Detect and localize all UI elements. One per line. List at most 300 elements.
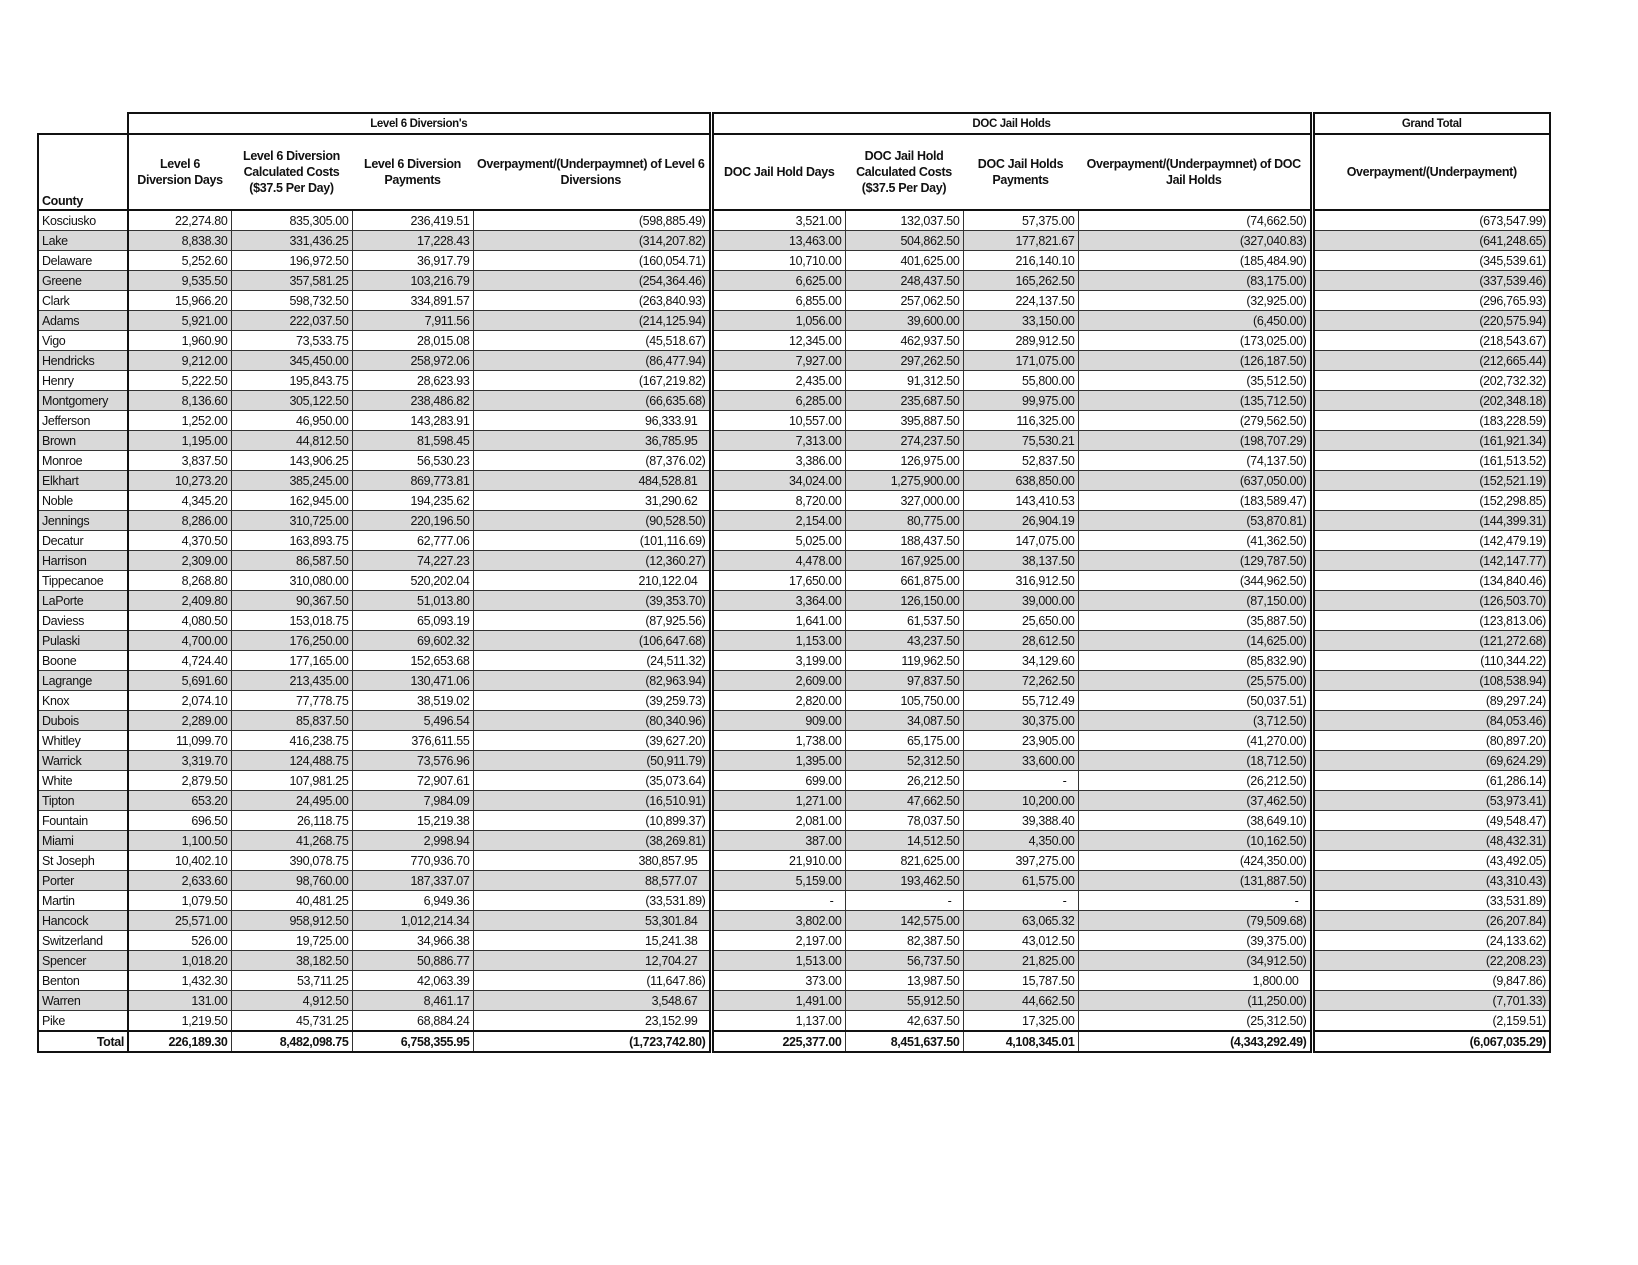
cell-l6-overpayment: (39,259.73) <box>473 691 711 711</box>
table-row <box>38 451 1550 471</box>
cell-l6-overpayment: (254,364.46) <box>473 271 711 291</box>
table-row <box>38 311 1550 331</box>
cell-l6-days: 5,691.60 <box>128 671 231 691</box>
cell-doc-payments: 33,600.00 <box>963 751 1078 771</box>
table-row <box>38 331 1550 351</box>
cell-doc-costs: 43,237.50 <box>845 631 963 651</box>
cell-doc-payments: 61,575.00 <box>963 871 1078 891</box>
cell-l6-overpayment: 31,290.62 <box>473 491 711 511</box>
cell-doc-costs: 462,937.50 <box>845 331 963 351</box>
cell-doc-payments: 63,065.32 <box>963 911 1078 931</box>
cell-doc-payments: 55,712.49 <box>963 691 1078 711</box>
cell-l6-days: 3,837.50 <box>128 451 231 471</box>
table-row <box>38 691 1550 711</box>
cell-l6-days: 1,960.90 <box>128 331 231 351</box>
cell-grand-overpayment: (110,344.22) <box>1312 651 1550 671</box>
cell-l6-days: 2,633.60 <box>128 871 231 891</box>
cell-grand-overpayment: (6,067,035.29) <box>1312 1031 1550 1052</box>
cell-county: Whitley <box>38 731 128 751</box>
cell-doc-payments: 44,662.50 <box>963 991 1078 1011</box>
cell-grand-overpayment: (212,665.44) <box>1312 351 1550 371</box>
cell-l6-days: 4,370.50 <box>128 531 231 551</box>
cell-doc-overpayment: (32,925.00) <box>1078 291 1312 311</box>
cell-l6-costs: 19,725.00 <box>231 931 352 951</box>
cell-l6-payments: 56,530.23 <box>352 451 473 471</box>
cell-doc-days: 5,159.00 <box>711 871 845 891</box>
cell-doc-days: 373.00 <box>711 971 845 991</box>
cell-county: Jennings <box>38 511 128 531</box>
cell-l6-costs: 26,118.75 <box>231 811 352 831</box>
col-header-l6-payments: Level 6 Diversion Payments <box>352 134 473 210</box>
cell-l6-costs: 86,587.50 <box>231 551 352 571</box>
cell-l6-overpayment: (35,073.64) <box>473 771 711 791</box>
cell-l6-overpayment: (106,647.68) <box>473 631 711 651</box>
cell-l6-overpayment: 12,704.27 <box>473 951 711 971</box>
cell-doc-payments: 397,275.00 <box>963 851 1078 871</box>
cell-doc-payments: 26,904.19 <box>963 511 1078 531</box>
cell-l6-days: 696.50 <box>128 811 231 831</box>
cell-l6-costs: 835,305.00 <box>231 210 352 231</box>
cell-l6-days: 526.00 <box>128 931 231 951</box>
cell-doc-overpayment: (38,649.10) <box>1078 811 1312 831</box>
cell-l6-days: 4,080.50 <box>128 611 231 631</box>
cell-doc-overpayment: (129,787.50) <box>1078 551 1312 571</box>
table-row <box>38 491 1550 511</box>
cell-doc-costs: 1,275,900.00 <box>845 471 963 491</box>
cell-doc-payments: 28,612.50 <box>963 631 1078 651</box>
cell-grand-overpayment: (9,847.86) <box>1312 971 1550 991</box>
table-row <box>38 411 1550 431</box>
cell-doc-payments: 171,075.00 <box>963 351 1078 371</box>
cell-l6-payments: 152,653.68 <box>352 651 473 671</box>
cell-doc-days: 1,641.00 <box>711 611 845 631</box>
cell-grand-overpayment: (123,813.06) <box>1312 611 1550 631</box>
cell-doc-days: 6,625.00 <box>711 271 845 291</box>
cell-l6-overpayment: 88,577.07 <box>473 871 711 891</box>
cell-doc-costs: 188,437.50 <box>845 531 963 551</box>
cell-doc-days: 7,927.00 <box>711 351 845 371</box>
cell-doc-costs: 56,737.50 <box>845 951 963 971</box>
cell-l6-costs: 331,436.25 <box>231 231 352 251</box>
cell-l6-overpayment: 484,528.81 <box>473 471 711 491</box>
cell-county: LaPorte <box>38 591 128 611</box>
cell-doc-payments: 4,108,345.01 <box>963 1031 1078 1052</box>
cell-doc-payments: 143,410.53 <box>963 491 1078 511</box>
cell-doc-overpayment: (11,250.00) <box>1078 991 1312 1011</box>
cell-l6-payments: 238,486.82 <box>352 391 473 411</box>
cell-l6-overpayment: 53,301.84 <box>473 911 711 931</box>
cell-doc-days: 1,137.00 <box>711 1011 845 1032</box>
cell-grand-overpayment: (673,547.99) <box>1312 210 1550 231</box>
cell-l6-overpayment: (314,207.82) <box>473 231 711 251</box>
cell-l6-costs: 213,435.00 <box>231 671 352 691</box>
cell-doc-overpayment: (41,270.00) <box>1078 731 1312 751</box>
table-row <box>38 571 1550 591</box>
cell-l6-payments: 7,984.09 <box>352 791 473 811</box>
cell-doc-days: 2,820.00 <box>711 691 845 711</box>
cell-l6-days: 9,535.50 <box>128 271 231 291</box>
cell-county: Pike <box>38 1011 128 1032</box>
cell-county: Elkhart <box>38 471 128 491</box>
table-row <box>38 431 1550 451</box>
cell-doc-costs: 39,600.00 <box>845 311 963 331</box>
col-header-l6-days: Level 6 Diversion Days <box>128 134 231 210</box>
cell-doc-payments: 33,150.00 <box>963 311 1078 331</box>
cell-grand-overpayment: (641,248.65) <box>1312 231 1550 251</box>
cell-l6-overpayment: (24,511.32) <box>473 651 711 671</box>
cell-l6-costs: 40,481.25 <box>231 891 352 911</box>
cell-doc-payments: 72,262.50 <box>963 671 1078 691</box>
cell-doc-costs: 395,887.50 <box>845 411 963 431</box>
cell-doc-overpayment: (35,512.50) <box>1078 371 1312 391</box>
table-body <box>38 210 1550 1052</box>
cell-l6-days: 4,724.40 <box>128 651 231 671</box>
cell-grand-overpayment: (337,539.46) <box>1312 271 1550 291</box>
cell-county: Tipton <box>38 791 128 811</box>
cell-l6-days: 9,212.00 <box>128 351 231 371</box>
cell-doc-days: 3,199.00 <box>711 651 845 671</box>
cell-doc-days: 1,738.00 <box>711 731 845 751</box>
cell-doc-payments: 289,912.50 <box>963 331 1078 351</box>
cell-doc-overpayment: (126,187.50) <box>1078 351 1312 371</box>
cell-doc-payments: 17,325.00 <box>963 1011 1078 1032</box>
cell-l6-payments: 69,602.32 <box>352 631 473 651</box>
cell-l6-costs: 357,581.25 <box>231 271 352 291</box>
cell-doc-overpayment: (26,212.50) <box>1078 771 1312 791</box>
cell-doc-overpayment: (50,037.51) <box>1078 691 1312 711</box>
cell-county: Monroe <box>38 451 128 471</box>
cell-l6-payments: 73,576.96 <box>352 751 473 771</box>
cell-grand-overpayment: (202,732.32) <box>1312 371 1550 391</box>
cell-county: Noble <box>38 491 128 511</box>
table-row <box>38 891 1550 911</box>
cell-l6-costs: 305,122.50 <box>231 391 352 411</box>
cell-doc-payments: 30,375.00 <box>963 711 1078 731</box>
cell-l6-payments: 51,013.80 <box>352 591 473 611</box>
cell-l6-costs: 24,495.00 <box>231 791 352 811</box>
cell-l6-payments: 15,219.38 <box>352 811 473 831</box>
cell-doc-overpayment: - <box>1078 891 1312 911</box>
cell-l6-payments: 81,598.45 <box>352 431 473 451</box>
cell-grand-overpayment: (108,538.94) <box>1312 671 1550 691</box>
table-row <box>38 251 1550 271</box>
cell-l6-days: 8,136.60 <box>128 391 231 411</box>
cell-l6-payments: 6,758,355.95 <box>352 1031 473 1052</box>
cell-l6-payments: 42,063.39 <box>352 971 473 991</box>
cell-doc-costs: 167,925.00 <box>845 551 963 571</box>
cell-county: Knox <box>38 691 128 711</box>
table-row <box>38 371 1550 391</box>
cell-doc-overpayment: (53,870.81) <box>1078 511 1312 531</box>
cell-doc-costs: 65,175.00 <box>845 731 963 751</box>
cell-l6-overpayment: (11,647.86) <box>473 971 711 991</box>
cell-doc-payments: 43,012.50 <box>963 931 1078 951</box>
cell-doc-costs: 297,262.50 <box>845 351 963 371</box>
cell-county: St Joseph <box>38 851 128 871</box>
cell-l6-costs: 46,950.00 <box>231 411 352 431</box>
table-row <box>38 751 1550 771</box>
table-row <box>38 671 1550 691</box>
cell-county: Lagrange <box>38 671 128 691</box>
cell-doc-days: 1,513.00 <box>711 951 845 971</box>
cell-l6-costs: 45,731.25 <box>231 1011 352 1032</box>
cell-l6-payments: 28,015.08 <box>352 331 473 351</box>
cell-l6-payments: 143,283.91 <box>352 411 473 431</box>
table-row <box>38 791 1550 811</box>
cell-l6-payments: 62,777.06 <box>352 531 473 551</box>
cell-county: Dubois <box>38 711 128 731</box>
cell-l6-days: 1,100.50 <box>128 831 231 851</box>
cell-l6-payments: 72,907.61 <box>352 771 473 791</box>
cell-l6-days: 8,286.00 <box>128 511 231 531</box>
cell-county: White <box>38 771 128 791</box>
cell-doc-days: 2,609.00 <box>711 671 845 691</box>
cell-grand-overpayment: (43,492.05) <box>1312 851 1550 871</box>
cell-doc-payments: 15,787.50 <box>963 971 1078 991</box>
cell-doc-overpayment: (327,040.83) <box>1078 231 1312 251</box>
cell-county: Hancock <box>38 911 128 931</box>
cell-doc-overpayment: (85,832.90) <box>1078 651 1312 671</box>
cell-doc-payments: 55,800.00 <box>963 371 1078 391</box>
cell-doc-payments: 34,129.60 <box>963 651 1078 671</box>
cell-county: Decatur <box>38 531 128 551</box>
cell-grand-overpayment: (142,479.19) <box>1312 531 1550 551</box>
cell-doc-days: 909.00 <box>711 711 845 731</box>
table-row <box>38 811 1550 831</box>
cell-doc-costs: 78,037.50 <box>845 811 963 831</box>
table-row <box>38 971 1550 991</box>
cell-l6-overpayment: (598,885.49) <box>473 210 711 231</box>
cell-l6-payments: 236,419.51 <box>352 210 473 231</box>
cell-l6-payments: 2,998.94 <box>352 831 473 851</box>
table-row <box>38 291 1550 311</box>
cell-l6-overpayment: (16,510.91) <box>473 791 711 811</box>
cell-doc-overpayment: (279,562.50) <box>1078 411 1312 431</box>
col-header-l6-costs: Level 6 Diversion Calculated Costs ($37.5 Per Day) <box>231 134 352 210</box>
cell-county: Clark <box>38 291 128 311</box>
table-row <box>38 771 1550 791</box>
cell-l6-days: 2,289.00 <box>128 711 231 731</box>
cell-county: Martin <box>38 891 128 911</box>
table-row <box>38 611 1550 631</box>
cell-doc-payments: 316,912.50 <box>963 571 1078 591</box>
cell-l6-days: 8,268.80 <box>128 571 231 591</box>
group-header-grand-total: Grand Total <box>1312 113 1550 134</box>
table-row <box>38 931 1550 951</box>
cell-doc-costs: 61,537.50 <box>845 611 963 631</box>
cell-grand-overpayment: (53,973.41) <box>1312 791 1550 811</box>
cell-l6-costs: 162,945.00 <box>231 491 352 511</box>
col-header-doc-costs: DOC Jail Hold Calculated Costs ($37.5 Per Day) <box>845 134 963 210</box>
cell-l6-days: 1,079.50 <box>128 891 231 911</box>
cell-l6-costs: 310,725.00 <box>231 511 352 531</box>
cell-l6-payments: 34,966.38 <box>352 931 473 951</box>
cell-l6-days: 2,409.80 <box>128 591 231 611</box>
cell-doc-days: 3,386.00 <box>711 451 845 471</box>
cell-l6-overpayment: (87,925.56) <box>473 611 711 631</box>
cell-doc-overpayment: (14,625.00) <box>1078 631 1312 651</box>
cell-l6-overpayment: (1,723,742.80) <box>473 1031 711 1052</box>
cell-l6-costs: 85,837.50 <box>231 711 352 731</box>
cell-l6-overpayment: (33,531.89) <box>473 891 711 911</box>
cell-l6-costs: 8,482,098.75 <box>231 1031 352 1052</box>
cell-doc-costs: 82,387.50 <box>845 931 963 951</box>
cell-county: Benton <box>38 971 128 991</box>
cell-doc-overpayment: (41,362.50) <box>1078 531 1312 551</box>
cell-county: Delaware <box>38 251 128 271</box>
cell-l6-days: 2,879.50 <box>128 771 231 791</box>
cell-l6-payments: 74,227.23 <box>352 551 473 571</box>
cell-l6-costs: 98,760.00 <box>231 871 352 891</box>
cell-doc-payments: 165,262.50 <box>963 271 1078 291</box>
cell-doc-payments: 4,350.00 <box>963 831 1078 851</box>
cell-l6-days: 8,838.30 <box>128 231 231 251</box>
cell-l6-overpayment: (66,635.68) <box>473 391 711 411</box>
table-row <box>38 591 1550 611</box>
cell-l6-costs: 153,018.75 <box>231 611 352 631</box>
cell-doc-days: - <box>711 891 845 911</box>
cell-doc-costs: 42,637.50 <box>845 1011 963 1032</box>
cell-l6-payments: 103,216.79 <box>352 271 473 291</box>
cell-doc-overpayment: (87,150.00) <box>1078 591 1312 611</box>
cell-doc-costs: 47,662.50 <box>845 791 963 811</box>
cell-doc-costs: 52,312.50 <box>845 751 963 771</box>
col-header-grand-overpayment: Overpayment/(Underpayment) <box>1312 134 1550 210</box>
cell-doc-payments: 21,825.00 <box>963 951 1078 971</box>
cell-l6-days: 653.20 <box>128 791 231 811</box>
cell-doc-days: 4,478.00 <box>711 551 845 571</box>
cell-doc-payments: 39,388.40 <box>963 811 1078 831</box>
cell-county: Henry <box>38 371 128 391</box>
cell-county: Harrison <box>38 551 128 571</box>
group-header-doc: DOC Jail Holds <box>711 113 1312 134</box>
cell-l6-overpayment: (86,477.94) <box>473 351 711 371</box>
cell-doc-costs: 80,775.00 <box>845 511 963 531</box>
cell-doc-costs: 126,975.00 <box>845 451 963 471</box>
cell-l6-costs: 143,906.25 <box>231 451 352 471</box>
cell-l6-overpayment: (39,353.70) <box>473 591 711 611</box>
cell-l6-payments: 770,936.70 <box>352 851 473 871</box>
cell-l6-overpayment: (214,125.94) <box>473 311 711 331</box>
cell-l6-days: 1,219.50 <box>128 1011 231 1032</box>
cell-l6-days: 1,195.00 <box>128 431 231 451</box>
cell-doc-days: 10,557.00 <box>711 411 845 431</box>
cell-doc-days: 3,802.00 <box>711 911 845 931</box>
cell-doc-days: 1,491.00 <box>711 991 845 1011</box>
cell-grand-overpayment: (152,521.19) <box>1312 471 1550 491</box>
cell-county: Jefferson <box>38 411 128 431</box>
cell-county: Total <box>38 1031 128 1052</box>
cell-l6-overpayment: (39,627.20) <box>473 731 711 751</box>
cell-grand-overpayment: (43,310.43) <box>1312 871 1550 891</box>
cell-grand-overpayment: (33,531.89) <box>1312 891 1550 911</box>
cell-doc-costs: 248,437.50 <box>845 271 963 291</box>
cell-l6-overpayment: (50,911.79) <box>473 751 711 771</box>
cell-doc-overpayment: (74,137.50) <box>1078 451 1312 471</box>
cell-l6-costs: 77,778.75 <box>231 691 352 711</box>
cell-grand-overpayment: (69,624.29) <box>1312 751 1550 771</box>
cell-grand-overpayment: (7,701.33) <box>1312 991 1550 1011</box>
table-row <box>38 351 1550 371</box>
cell-l6-days: 10,402.10 <box>128 851 231 871</box>
cell-grand-overpayment: (49,548.47) <box>1312 811 1550 831</box>
cell-doc-days: 1,395.00 <box>711 751 845 771</box>
cell-doc-overpayment: (83,175.00) <box>1078 271 1312 291</box>
table-row <box>38 231 1550 251</box>
table-row <box>38 471 1550 491</box>
cell-grand-overpayment: (144,399.31) <box>1312 511 1550 531</box>
cell-l6-payments: 334,891.57 <box>352 291 473 311</box>
cell-grand-overpayment: (48,432.31) <box>1312 831 1550 851</box>
cell-doc-costs: 55,912.50 <box>845 991 963 1011</box>
cell-l6-costs: 598,732.50 <box>231 291 352 311</box>
cell-doc-overpayment: (135,712.50) <box>1078 391 1312 411</box>
cell-doc-payments: 52,837.50 <box>963 451 1078 471</box>
cell-l6-overpayment: (90,528.50) <box>473 511 711 531</box>
table-row <box>38 551 1550 571</box>
cell-doc-payments: 10,200.00 <box>963 791 1078 811</box>
cell-county: Warrick <box>38 751 128 771</box>
cell-county: Hendricks <box>38 351 128 371</box>
cell-doc-costs: 34,087.50 <box>845 711 963 731</box>
cell-doc-payments: - <box>963 891 1078 911</box>
cell-grand-overpayment: (121,272.68) <box>1312 631 1550 651</box>
cell-doc-costs: 401,625.00 <box>845 251 963 271</box>
cell-l6-overpayment: (101,116.69) <box>473 531 711 551</box>
cell-doc-payments: - <box>963 771 1078 791</box>
table-row <box>38 271 1550 291</box>
cell-l6-costs: 38,182.50 <box>231 951 352 971</box>
cell-l6-days: 25,571.00 <box>128 911 231 931</box>
cell-l6-overpayment: (12,360.27) <box>473 551 711 571</box>
col-header-l6-overpayment: Overpayment/(Underpaymnet) of Level 6 Diversions <box>473 134 711 210</box>
cell-doc-costs: 119,962.50 <box>845 651 963 671</box>
cell-grand-overpayment: (202,348.18) <box>1312 391 1550 411</box>
table-row <box>38 731 1550 751</box>
cell-l6-days: 2,309.00 <box>128 551 231 571</box>
table-row <box>38 871 1550 891</box>
cell-doc-days: 225,377.00 <box>711 1031 845 1052</box>
cell-l6-days: 5,252.60 <box>128 251 231 271</box>
cell-doc-costs: 105,750.00 <box>845 691 963 711</box>
cell-l6-days: 22,274.80 <box>128 210 231 231</box>
cell-l6-overpayment: 15,241.38 <box>473 931 711 951</box>
cell-doc-overpayment: (4,343,292.49) <box>1078 1031 1312 1052</box>
cell-l6-payments: 1,012,214.34 <box>352 911 473 931</box>
cell-doc-payments: 224,137.50 <box>963 291 1078 311</box>
cell-doc-days: 387.00 <box>711 831 845 851</box>
cell-doc-costs: 14,512.50 <box>845 831 963 851</box>
cell-l6-costs: 958,912.50 <box>231 911 352 931</box>
cell-l6-payments: 50,886.77 <box>352 951 473 971</box>
cell-county: Tippecanoe <box>38 571 128 591</box>
cell-l6-overpayment: (160,054.71) <box>473 251 711 271</box>
cell-doc-days: 3,364.00 <box>711 591 845 611</box>
cell-l6-overpayment: (263,840.93) <box>473 291 711 311</box>
cell-l6-overpayment: 96,333.91 <box>473 411 711 431</box>
cell-doc-overpayment: (344,962.50) <box>1078 571 1312 591</box>
table-row <box>38 991 1550 1011</box>
cell-doc-costs: 257,062.50 <box>845 291 963 311</box>
cell-l6-days: 4,345.20 <box>128 491 231 511</box>
cell-l6-payments: 220,196.50 <box>352 511 473 531</box>
cell-doc-costs: 26,212.50 <box>845 771 963 791</box>
group-header-row <box>38 113 1550 134</box>
cell-l6-days: 1,252.00 <box>128 411 231 431</box>
cell-doc-payments: 57,375.00 <box>963 210 1078 231</box>
cell-l6-costs: 416,238.75 <box>231 731 352 751</box>
cell-doc-days: 6,855.00 <box>711 291 845 311</box>
